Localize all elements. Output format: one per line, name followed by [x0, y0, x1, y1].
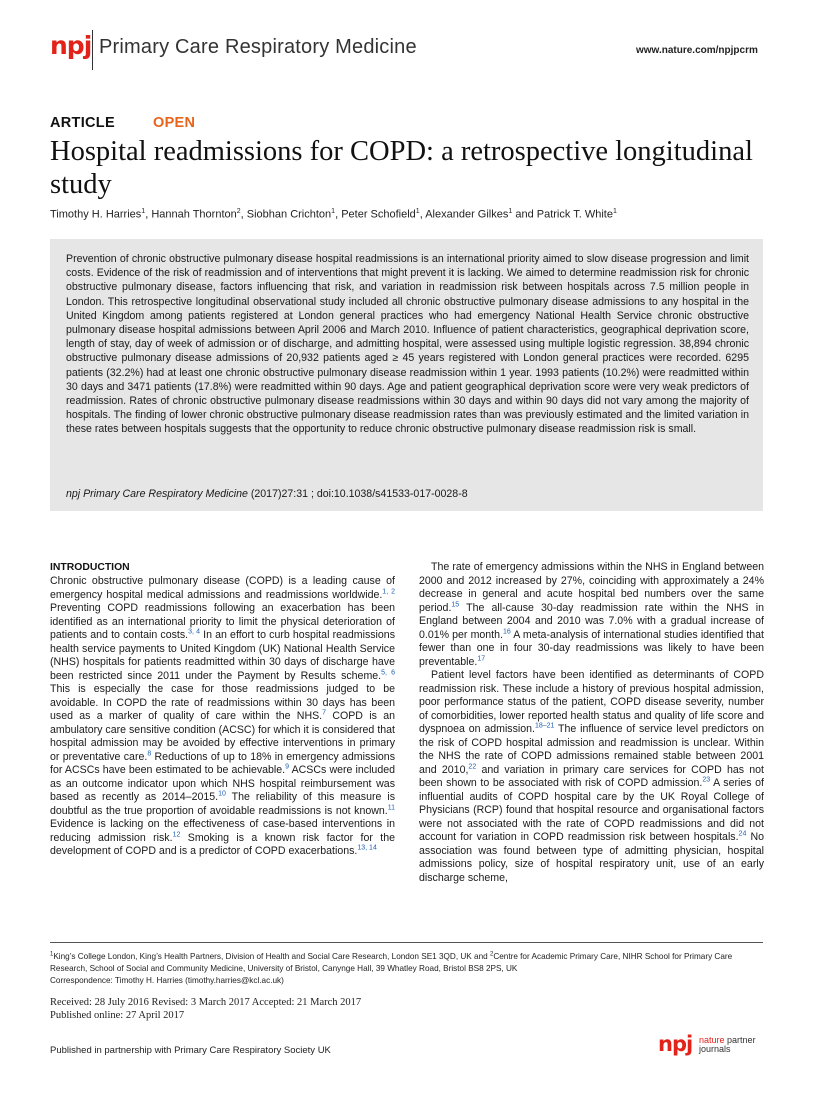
- intro-paragraph-3: Patient level factors have been identified as determinants of COPD readmission risk. These include a history of previous hospital admission, poor performance status of the patient, COPD disease severity, number of comorbidities, lower reported health status and quality of life score and dyspnoea on admission.$^{18-21}$ The influence of service level predictors on the risk of COPD hospital admission and readmission is unclear. Within the NHS the rate of COPD admissions remained stable between 2001 and 2010,22 and variation in primary care services for COPD has not been shown to be associated with risk of COPD admission.$^{23}$ A series of influential audits of COPD hospital care by the UK Royal College of Physicians (RCP) found that hospital resource and organisational factors were not associated with the rate of COPD readmissions and did not account for variation in COPD readmission risk between hospitals.$^{24}$ No association was found between type of admitting physician, hospital admissions policy, size of hospital respiratory unit, use of an early discharge scheme,: [419, 669, 764, 884]
- reference-citation[interactable]: 11: [387, 803, 395, 811]
- reference-citation[interactable]: 12: [172, 830, 181, 838]
- nature-partner-journals-text: [699, 1036, 756, 1054]
- author-separator: and: [512, 208, 537, 221]
- journal-url[interactable]: www.nature.com/npjpcrm: [636, 45, 758, 56]
- nature-partner-journals-logo: npj: [658, 1032, 693, 1056]
- reference-citation[interactable]: 10: [218, 790, 226, 798]
- open-access-label: OPEN: [153, 115, 196, 131]
- affiliation-number: 2: [489, 951, 494, 957]
- affiliation-text: Centre for Academic Primary Care, NIHR School for Primary Care Research, School of Social and Community Medicine, University of Bristol, Canynge Hall, 39 Whatley Road, Bristol BS8 2PS, UK: [50, 951, 733, 973]
- reference-citation[interactable]: 15: [451, 600, 460, 608]
- reference-citation[interactable]: 22: [468, 762, 477, 770]
- reference-citation[interactable]: 24: [738, 830, 747, 838]
- article-title: Hospital readmissions for COPD: a retrospective longitudinal study: [50, 136, 753, 200]
- affiliation-number: 1: [50, 951, 54, 957]
- article-citation: [66, 488, 468, 500]
- abstract-text: Prevention of chronic obstructive pulmonary disease hospital readmissions is an international priority aimed to slow disease progression and limit costs. Evidence of the risk of readmission and of interventions that might prevent it is lacking. We aimed to determine readmission risk for chronic obstructive pulmonary disease, factors influencing that risk, and variation in readmission risk between hospitals across 7.5 million people in London. This retrospective longitudinal observational study included all chronic obstructive pulmonary disease admissions to any hospital in the United Kingdom among patients registered at London general practices who had emergency National Health Service chronic obstructive pulmonary disease hospital admissions between April 2006 and March 2010. Influence of patient characteristics, geographical deprivation score, length of stay, day of week of admission or of discharge, and admitting hospital, were assessed using multiple logistic regression. 38,894 chronic obstructive pulmonary disease admissions of 20,932 patients aged ≥ 45 years registered with London general practices were recorded. 6295 patients (32.2%) had at least one chronic obstructive pulmonary disease readmission within 1 year. 1993 patients (10.2%) were readmitted within 30 days and 3471 patients (17.8%) were readmitted within 90 days. Age and patient geographical deprivation score were very weak predictors of readmission. Rates of chronic obstructive pulmonary disease readmissions within 30 days and within 90 days did not vary among the majority of hospitals. The finding of lower chronic obstructive pulmonary disease readmission rates than was previously estimated and the limited variation in these rates between hospitals suggests that the opportunity to reduce chronic obstructive pulmonary disease readmission risk is small.: [66, 253, 749, 436]
- citation-details[interactable]: (2017)27:31 ; doi:10.1038/s41533-017-0028-8: [247, 488, 468, 500]
- correspondence: Correspondence: Timothy H. Harries (timothy.harries@kcl.ac.uk): [50, 975, 284, 985]
- reference-citation[interactable]: 3, 4: [188, 628, 200, 636]
- author-name[interactable]: Hannah Thornton: [151, 208, 237, 221]
- reference-citation[interactable]: 1, 2: [382, 587, 395, 595]
- journal-name: Primary Care Respiratory Medicine: [99, 36, 417, 58]
- author-name[interactable]: Alexander Gilkes: [425, 208, 509, 221]
- footnote-rule: [50, 942, 763, 943]
- np-word-partner: partner: [727, 1035, 756, 1045]
- header-divider: [92, 30, 93, 70]
- reference-citation[interactable]: 8: [147, 749, 152, 757]
- introduction-heading: INTRODUCTION: [50, 562, 130, 573]
- author-name[interactable]: Timothy H. Harries: [50, 208, 142, 221]
- author-name[interactable]: Peter Schofield: [341, 208, 416, 221]
- reference-citation[interactable]: 5, 6: [381, 668, 396, 676]
- affiliations: [50, 948, 766, 987]
- reference-citation[interactable]: 17: [477, 654, 486, 662]
- author-affiliation-mark: 2: [236, 208, 241, 215]
- author-affiliation-mark: 1: [141, 208, 146, 215]
- left-column: [50, 575, 395, 859]
- npj-logo: npj: [50, 31, 92, 60]
- citation-journal: npj Primary Care Respiratory Medicine: [66, 488, 248, 500]
- published-online: Published online: 27 April 2017: [50, 1010, 185, 1021]
- reference-citation[interactable]: 18–21: [534, 722, 555, 730]
- article-type-label: ARTICLE: [50, 115, 115, 131]
- author-affiliation-mark: 1: [508, 208, 513, 215]
- right-column: [419, 561, 764, 885]
- author-affiliation-mark: 1: [331, 208, 336, 215]
- reference-citation[interactable]: 7: [322, 709, 327, 717]
- author-separator: ,: [145, 208, 152, 221]
- partnership-note: Published in partnership with Primary Care Respiratory Society UK: [50, 1045, 331, 1056]
- np-word-nature: nature: [699, 1035, 725, 1045]
- author-separator: ,: [240, 208, 247, 221]
- received-revised-accepted: Received: 28 July 2016 Revised: 3 March 2017 Accepted: 21 March 2017: [50, 997, 362, 1008]
- author-name[interactable]: Patrick T. White: [536, 208, 613, 221]
- author-separator: ,: [419, 208, 426, 221]
- reference-citation[interactable]: 13, 14: [357, 844, 377, 852]
- intro-paragraph-1: Chronic obstructive pulmonary disease (COPD) is a leading cause of emergency hospital medical admissions and readmissions worldwide.$^{1, 2}$ Preventing COPD readmissions following an exacerbation has been identified as an international priority to limit the physical deterioration of patients and to contain costs.$^{3, 4}$ In an effort to curb hospital readmissions health service payments to United Kingdom (UK) National Health Service (NHS) hospitals for patients readmitted within 30 days of discharge have been restricted since 2011 under the Payment by Results scheme.$^{5, 6}$ This is especially the case for those readmissions judged to be avoidable. In COPD the rate of readmissions within 30 days has been used as a marker of quality of care within the NHS.$^7$ COPD is an ambulatory care sensitive condition (ACSC) for which it is considered that hospital admission may be avoided by effective interventions in primary or preventative care.$^8$ Reductions of up to 18% in emergency admissions for ACSCs have been estimated to be achievable.$^9$ ACSCs were included as an outcome indicator upon which NHS hospital reimbursement was based as recently as 2014–2015.10 The reliability of this measure is doubtful as the true proportion of avoidable readmissions is not known.$^{11}$ Evidence is lacking on the effectiveness of case-based interventions in reducing admission risk.$^{12}$ Smoking is a known risk factor for the development of COPD and is a predictor of COPD exacerbations.$^{13, 14}$: [50, 575, 396, 857]
- reference-citation[interactable]: 16: [502, 627, 511, 635]
- intro-paragraph-2: The rate of emergency admissions within the NHS in England between 2000 and 2012 increased by 27%, coinciding with approximately a 24% decrease in general and acute hospital bed numbers over the same period.$^{15}$ The all-cause 30-day readmission rate within the NHS in England between 2004 and 2010 was 7.0% with a gradual increase of 0.01% per month.$^{16}$ A meta-analysis of international studies identified that fewer than one in four 30-day readmissions was likely to have been preventable.$^{17}$: [419, 561, 765, 668]
- author-list: [50, 208, 617, 221]
- author-separator: ,: [335, 208, 342, 221]
- author-affiliation-mark: 1: [612, 208, 617, 215]
- np-word-journals: journals: [699, 1044, 731, 1054]
- affiliation-text: King’s College London, King’s Health Partners, Division of Health and Social Care Research, London SE1 3QD, UK and: [53, 951, 490, 961]
- article-dates: [50, 996, 361, 1022]
- reference-citation[interactable]: 9: [285, 763, 290, 771]
- reference-citation[interactable]: 23: [702, 776, 711, 784]
- author-name[interactable]: Siobhan Crichton: [246, 208, 332, 221]
- author-affiliation-mark: 1: [415, 208, 420, 215]
